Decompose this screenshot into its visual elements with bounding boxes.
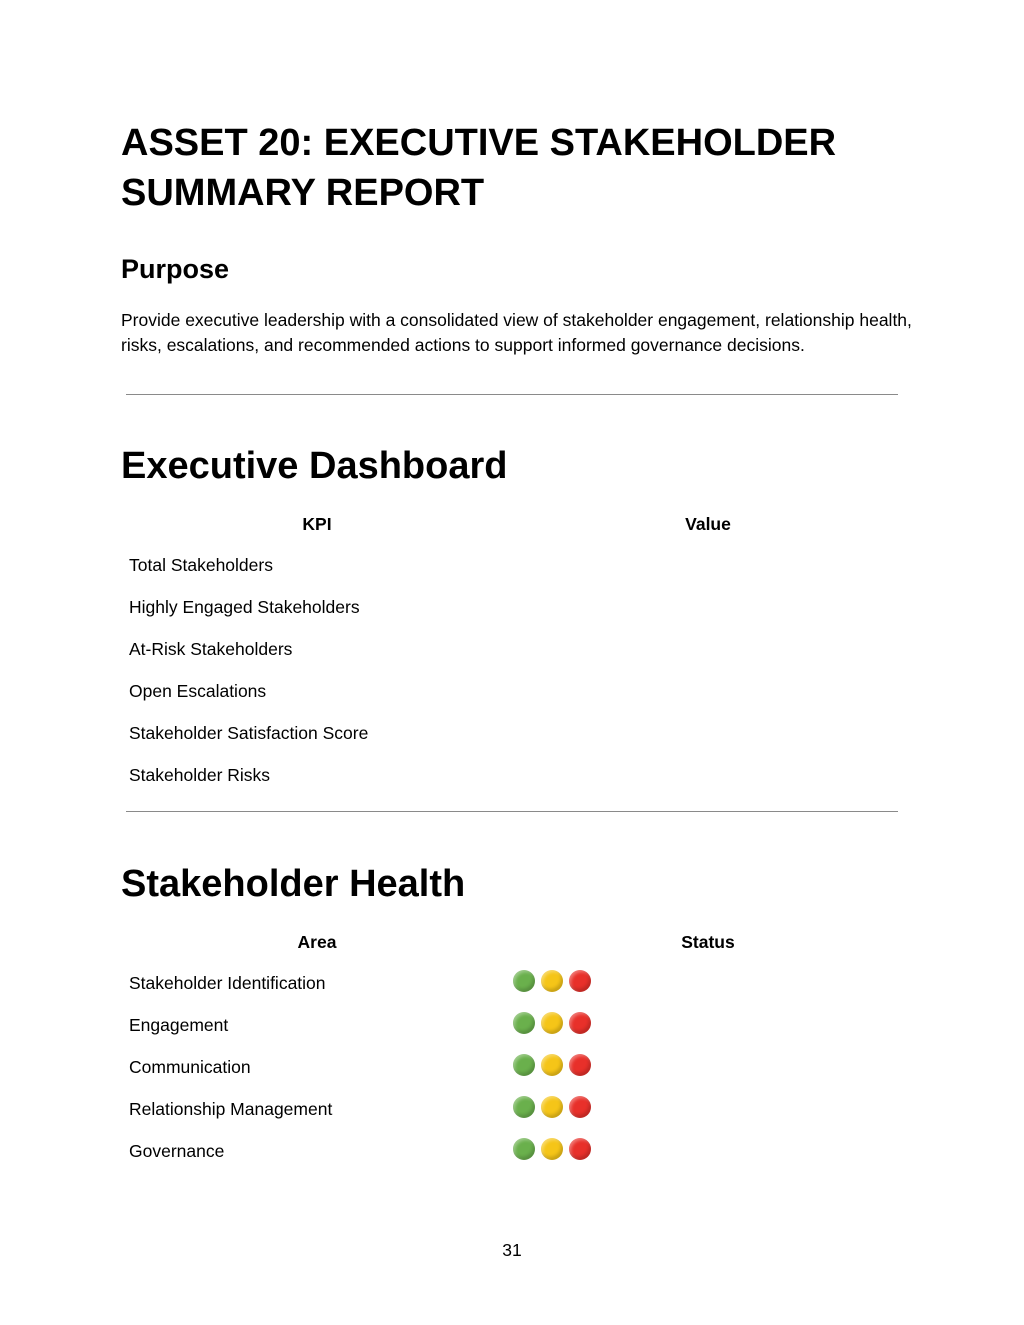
executive-dashboard-heading: Executive Dashboard bbox=[121, 445, 508, 487]
column-header-value: Value bbox=[685, 513, 731, 534]
table-header-row bbox=[121, 504, 903, 544]
kpi-label: Stakeholder Satisfaction Score bbox=[129, 722, 369, 743]
area-label: Governance bbox=[129, 1140, 225, 1161]
status-indicators bbox=[513, 1046, 903, 1088]
kpi-value bbox=[513, 544, 903, 586]
yellow-circle-icon bbox=[541, 1012, 563, 1034]
green-circle-icon bbox=[513, 1096, 535, 1118]
kpi-value bbox=[513, 628, 903, 670]
green-circle-icon bbox=[513, 1012, 535, 1034]
kpi-label: Highly Engaged Stakeholders bbox=[129, 596, 360, 617]
table-row bbox=[121, 712, 903, 754]
table-row bbox=[121, 586, 903, 628]
area-label: Relationship Management bbox=[129, 1098, 333, 1119]
green-circle-icon bbox=[513, 1054, 535, 1076]
traffic-light-group bbox=[513, 1012, 591, 1034]
green-circle-icon bbox=[513, 1138, 535, 1160]
red-circle-icon bbox=[569, 1096, 591, 1118]
kpi-label: At-Risk Stakeholders bbox=[129, 638, 293, 659]
table-header-row bbox=[121, 922, 903, 962]
table-row bbox=[121, 1004, 903, 1046]
traffic-light-group bbox=[513, 1138, 591, 1160]
page-number: 31 bbox=[502, 1240, 522, 1260]
stakeholder-health-heading: Stakeholder Health bbox=[121, 863, 466, 905]
red-circle-icon bbox=[569, 1054, 591, 1076]
table-row bbox=[121, 1046, 903, 1088]
table-row bbox=[121, 628, 903, 670]
stakeholder-health-table bbox=[121, 922, 903, 1172]
green-circle-icon bbox=[513, 970, 535, 992]
kpi-value bbox=[513, 712, 903, 754]
yellow-circle-icon bbox=[541, 1096, 563, 1118]
table-row bbox=[121, 1130, 903, 1172]
purpose-heading: Purpose bbox=[121, 254, 230, 284]
purpose-text: Provide executive leadership with a consolidated view of stakeholder engagement, relationship health, risks, escalations, and recommended actions to support informed governance decisions. bbox=[121, 310, 912, 355]
table-row bbox=[121, 544, 903, 586]
table-row bbox=[121, 1088, 903, 1130]
yellow-circle-icon bbox=[541, 1138, 563, 1160]
area-label: Communication bbox=[129, 1056, 251, 1077]
kpi-label: Stakeholder Risks bbox=[129, 764, 271, 785]
status-indicators bbox=[513, 962, 903, 1004]
status-indicators bbox=[513, 1004, 903, 1046]
table-row bbox=[121, 670, 903, 712]
divider bbox=[126, 394, 898, 395]
kpi-value bbox=[513, 670, 903, 712]
yellow-circle-icon bbox=[541, 1054, 563, 1076]
red-circle-icon bbox=[569, 970, 591, 992]
column-header-status: Status bbox=[681, 931, 735, 952]
status-indicators bbox=[513, 1088, 903, 1130]
kpi-label: Total Stakeholders bbox=[129, 554, 273, 575]
traffic-light-group bbox=[513, 1054, 591, 1076]
red-circle-icon bbox=[569, 1138, 591, 1160]
column-header-kpi: KPI bbox=[302, 513, 332, 534]
executive-dashboard-table bbox=[121, 504, 903, 796]
kpi-value bbox=[513, 586, 903, 628]
report-title: ASSET 20: EXECUTIVE STAKEHOLDER SUMMARY REPORT bbox=[121, 122, 837, 214]
red-circle-icon bbox=[569, 1012, 591, 1034]
column-header-area: Area bbox=[297, 931, 337, 952]
divider bbox=[126, 811, 898, 812]
traffic-light-group bbox=[513, 1096, 591, 1118]
traffic-light-group bbox=[513, 970, 591, 992]
area-label: Engagement bbox=[129, 1014, 229, 1035]
table-row bbox=[121, 754, 903, 796]
yellow-circle-icon bbox=[541, 970, 563, 992]
status-indicators bbox=[513, 1130, 903, 1172]
area-label: Stakeholder Identification bbox=[129, 972, 326, 993]
kpi-label: Open Escalations bbox=[129, 680, 267, 701]
kpi-value bbox=[513, 754, 903, 796]
table-row bbox=[121, 962, 903, 1004]
